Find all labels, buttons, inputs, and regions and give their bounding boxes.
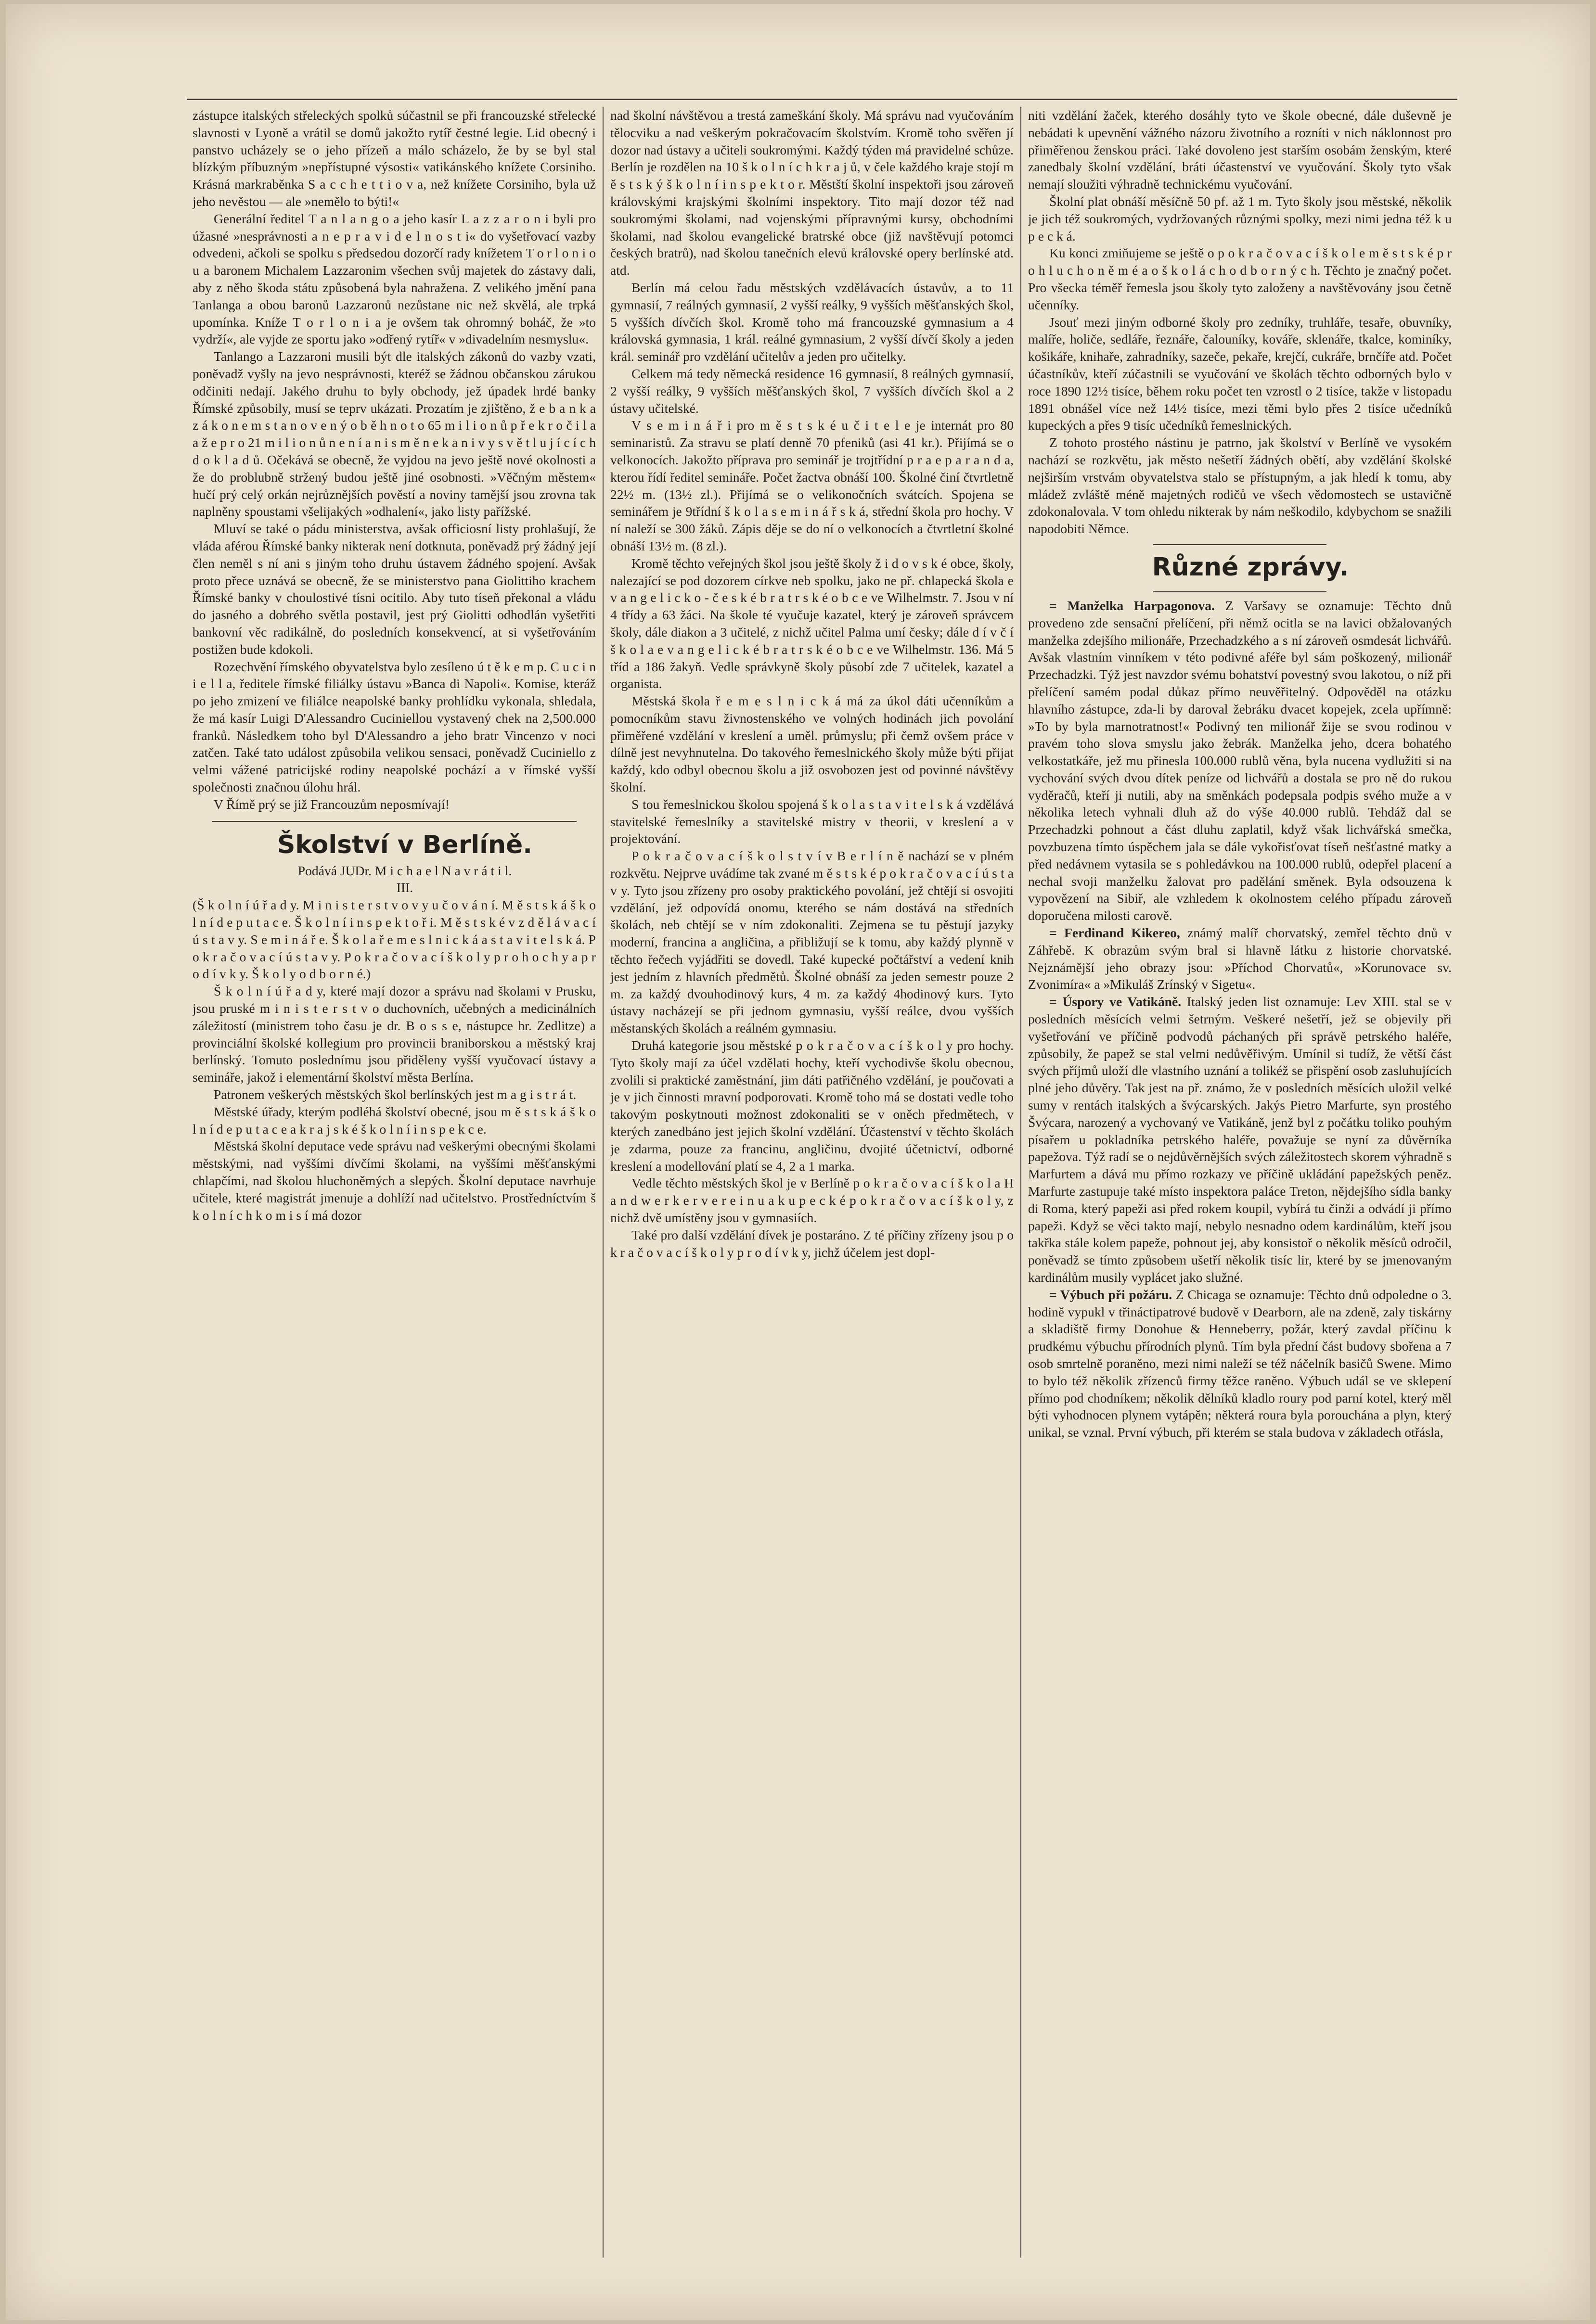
- paragraph: Druhá kategorie jsou městské p o k r a č o v a c í š k o l y pro hochy. Tyto školy mají za účel vzdělati hochy, kteří vychodivše školu obecnou, zvolili si praktické zaměstnání, jim dáti patřičného vzdělání, je poučovati a je v jich činnosti mravní podporovati. Kromě toho má se dostati vedle toho takovým poskytnouti možnost zdokonaliti se v oněch předmětech, v kterých zanedbáno jest jejich školní vzdělání. Účastenství v těchto školách je zdarma, pouze za francinu, angličinu, dvojité účetnictví, odborné kreslení a modellování platí se 4, 2 a 1 marka.: [610, 1038, 1014, 1174]
- paragraph: Mluví se také o pádu ministerstva, avšak officiosní listy prohlašují, že vláda aférou Římské banky nikterak není dotknuta, poněvadž prý žádný její člen neměl s ní ani s jiným toho druhu ústavem žádného spojení. Avšak proto přece uznává se obecně, že se ministerstvo pana Giolittiho krachem Římské banky v choulostivé tísni ocitilo. Aby tuto tíseň překonal a vládu do jasného a dobrého světla postavil, jest prý Giolitti odhodlán vyšetřiti bankovní věc radikálně, do posledních konsekvencí, at si vyšetřováním postižen bude kdokoli.: [193, 521, 596, 657]
- paragraph: nad školní návštěvou a trestá zameškání školy. Má správu nad vyučováním tělocviku a nad veškerým pokračovacím školstvím. Kromě toho svěřen jí dozor nad ústavy a učiteli soukromými. Každý týden má pravidelné schůze. Berlín je rozdělen na 10 š k o l n í c h k r a j ů, v čele každého kraje stojí m ě s t s k ý š k o l n í i n s p e k t o r. Městští školní inspektoři jsou zároveň královskými krajskými školními inspektory. Tito mají dozor též nad soukromými školami, nad vojenskými přípravnými kursy, obchodními školami, nad školou evangelické bratrské obce (již navštěvují potomci českých bratrů), nad školou tanečních elevů královské opery berlínské atd. atd.: [610, 108, 1014, 278]
- section-divider: [1153, 544, 1326, 545]
- news-item: [1028, 1286, 1452, 1441]
- top-rule: [187, 99, 1457, 100]
- paragraph: zástupce italských střeleckých spolků súčastnil se při francouzské střelecké slavnosti v Lyoně a vrátil se domů jakožto rytíř čestné legie. Lid obecný i panstvo ucházely se o jeho přízeň a málo scházelo, že by se byl stal blízkým příbuzným »nepřístupné výsosti« vatikánského knížete Corsiniho. Krásná markraběnka S a c c h e t t i o v a, než knížete Corsiniho, byla už jeho nevěstou — ale »nemělo to býti!«: [193, 108, 596, 209]
- paragraph: V s e m i n á ř i pro m ě s t s k é u č i t e l e je internát pro 80 seminaristů. Za stravu se platí denně 70 pfeniků (asi 41 kr.). Přijímá se o velkonocích. Jakožto příprava pro seminář je trojtřídní p r a e p a r a n d a, kterou řídí ředitel semináře. Počet žactva obnáší 100. Školné činí čtvrtletně 22½ m. (13½ zl.). Přijímá se o velikonočních svátcích. Spojena se seminářem je 9třídní š k o l a s e m i n á ř s k á, střední škola pro hochy. V ní naleží se 300 žáků. Zápis děje se do ní o velkonocích a čtvrtletní školné obnáší 13½ m. (8 zl.).: [610, 418, 1014, 553]
- column-divider: [603, 107, 604, 2258]
- paragraph: Berlín má celou řadu městských vzdělávacích ústavův, a to 11 gymnasií, 7 reálných gymnasií, 2 vyšší reálky, 9 vyšších měšťanských škol, 5 vyšších dívčích škol. Kromě toho má francouzské gymnasium a 4 královská gymnasia, 1 král. reálné gymnasium, 2 vyšší dívčí školy a jeden král. seminář pro vzdělání učitelův a jeden pro učitelky.: [610, 280, 1014, 364]
- column-2: [610, 107, 1014, 2258]
- news-item-body: Italský jeden list oznamuje: Lev XIII. stal se v posledních měsících velmi šetrným. Veškeré nešetří, jež se objevily při vyšetřování ve příčině podvodů páchaných při správě petrského haléře, způsobily, že papež se stal velmi nedůvěřivým. Umínil si tudíž, že větší část svých příjmů uloží dle vlastního uznání a tolikéž se přispění osob zasluhujících plné jeho důvěry. Tak jest na př. známo, že v posledních měsících uložil velké sumy v rentách italských a švýcarských. Jakýs Pietro Marfurte, syn prostého Švýcara, narozený a vychovaný ve Vatikáně, jenž byl z počátku toliko pouhým písařem u pokladníka petrského haléře, považuje se nyní za důvěrníka papežova. Týž radí se o nejdůvěrnějších svých záležitostech skorem výhradně s Marfurtem a dává mu přímo rozkazy ve příčině ukládání papežských peněz. Marfurte zastupuje také místo inspektora paláce Treton, nějdejšího sídla banky di Roma, který papeži asi před rokem koupil, vybírá tu činži a odvádí ji přímo papeži. Když se věci takto mají, nebylo nesnadno odem kardinálům, kteří jsou takřka stále kolem papeže, pohnout jej, aby konsistoř o několik měsíců odročil, poněvadž se tímto způsobem ušetří několik tisíc lir, které by se jmenovaným kardinálům musily vyplácet jako služné.: [1028, 994, 1452, 1285]
- column-3: [1028, 107, 1452, 2258]
- paragraph: Městská škola ř e m e s l n i c k á má za úkol dáti učenníkům a pomocníkům stavu živnostenského ve volných hodinách jich povolání přiměřené vzdělání v kreslení a uměl. průmyslu; při čemž ovšem práce v dílně jest nevyhnutelna. Do takového řemeslnického školy může býti přijat každý, kdo odbyl obecnou školu a již osvobozen jest od povinné návštěvy školní.: [610, 693, 1014, 795]
- news-item-title: = Manželka Harpagonova.: [1049, 598, 1215, 613]
- news-item-body: známý malíř chorvatský, zemřel těchto dnů v Záhřebě. K obrazům svým bral si hlavně látku z historie chorvatské. Nejznámější jeho obrazy jsou: »Příchod Chorvatů«, »Korunovace sv. Zvonimíra« a »Mikuláš Zrínský v Sigetu«.: [1028, 925, 1452, 992]
- paragraph: Celkem má tedy německá residence 16 gymnasií, 8 reálných gymnasií, 2 vyšší reálky, 9 vyšších měšťanských škol, 7 vyšších dívčích škol a 2 ústavy učitelské.: [610, 366, 1014, 416]
- paragraph: Rozechvění římského obyvatelstva bylo zesíleno ú t ě k e m p. C u c i n i e l l a, ředitele římské filiálky ústavu »Banca di Napoli«. Komise, kteráž po jeho zmizení ve filiálce neapolské banky prohlídku vykonala, shledala, že má kasír Luigi D'Alessandro Cuciniellou vystavený chek na 2,500.000 franků. Následkem toho byl D'Alessandro a jeho bratr Vincenzo v noci zatčen. Také tato událost způsobila velikou sensaci, poněvadž Cuciniello z velmi vážené patricijské rodiny neapolské pochází a v římské vyšší společnosti značnou úlohu hrál.: [193, 659, 596, 795]
- byline: Podává JUDr. M i c h a e l N a v r á t i l.: [297, 863, 512, 878]
- paragraph: P o k r a č o v a c í š k o l s t v í v B e r l í n ě nachází se v plném rozkvětu. Nejprve uvádíme tak zvané m ě s t s k é p o k r a č o v a c í ú s t a v y. Tyto jsou zřízeny pro osoby praktického povolání, jež chtějí si osvojiti vzdělání, jež odpovídá onomu, kterého se nám dostává na středních školách, neb chtějí se v ním zdokonaliti. Zejmena se tu pěstují jazyky moderní, francina a angličina, a přibližují se k tomu, aby každý plynně v těchto řečech vyjádřiti se dovedl. Také kupecké počtářství a vedení knih jest jedním z hlavních předmětů. Školné obnáší za jeden semestr pouze 2 m. za každý dvouhodinový kurs, 4 m. za každý 4hodinový kurs. Tyto ústavy nacházejí se při jednom gymnasiu, vyšší reálce, dvou vyšších městanských školách a reálném gymnasiu.: [610, 848, 1014, 1036]
- paragraph: Vedle těchto městských škol je v Berlíně p o k r a č o v a c í š k o l a H a n d w e r k e r v e r e i n u a k u p e c k é p o k r a č o v a c í š k o l y, z nichž dvě umístěny jsou v gymnasiích.: [610, 1175, 1014, 1225]
- paragraph: Tanlango a Lazzaroni musili být dle italských zákonů do vazby vzati, poněvadž vyšly na jevo nesprávnosti, kteréž se žádnou občanskou zárukou odčiniti nedají. Jakého druhu to byly obchody, jež úpadek hrdé banky Římské způsobily, musí se teprv ukázati. Prozatím je zjištěno, ž e b a n k a z á k o n e m s t a n o v e n ý o b ě h n o t o 65 m i l i o n ů p ř e k r o č i l a a ž e p r o 21 m i l i o n ů n e n í a n i s m ě n e k a n i v y s v ě t l u j í c í c h d o k l a d ů. Očekává se obecně, že vyjdou na jevo ještě nové okolnosti a že do problubně stržený budou ještě jiné osobnosti. »Věčným městem« hučí prý celý orkán nejrůznějších pověstí a noviny tamější jsou zrovna tak naplněny spoustami všelijakých »odhalení«, jako listy pařížské.: [193, 349, 596, 519]
- section-heading: Různé zprávy.: [1152, 552, 1349, 582]
- section-divider: [1153, 591, 1326, 592]
- news-item: [1028, 597, 1452, 924]
- part-number: III.: [396, 880, 413, 895]
- paragraph: niti vzdělání žaček, kterého dosáhly tyto ve škole obecné, dále duševně je nebádati k upevnění vážného názoru životního a rozníti v nich náklonnost pro přiměřenou ženskou práci. Také dovoleno jest starším osobám ženským, které zanedbaly školní vzdělání, bráti účastenství ve vyučování. Školy tyto však nemají sloužiti výhradně technickému vyučování.: [1028, 108, 1452, 192]
- paragraph: Kromě těchto veřejných škol jsou ještě školy ž i d o v s k é obce, školy, nalezající se pod dozorem církve neb spolku, jako ne př. chlapecká škola e v a n g e l i c k o - č e s k é b r a t r s k é o b c e ve Wilhelmstr. 7. Jsou v ní 4 třídy a 63 žáci. Na škole té vyučuje kazatel, který je zároveň správcem školy, dále diakon a 3 učitelé, z nichž učitel Palma umí česky; dále d í v č í š k o l a e v a n g e l i c k é b r a t r s k é o b c e ve Wilhelmstr. 136. Má 5 tříd a 186 žakyň. Vedle správkyně školy působí zde 7 učitelek, kazatel a organista.: [610, 555, 1014, 691]
- paragraph: Městské úřady, kterým podléhá školství obecné, jsou m ě s t s k á š k o l n í d e p u t a c e a k r a j s k é š k o l n í i n s p e k c e.: [193, 1104, 596, 1136]
- news-item-title: = Výbuch při požáru.: [1049, 1287, 1172, 1302]
- paragraph: Také pro další vzdělání dívek je postaráno. Z té příčiny zřízeny jsou p o k r a č o v a c í š k o l y p r o d í v k y, jichž účelem jest dopl-: [610, 1227, 1014, 1260]
- column-1: [193, 107, 596, 2258]
- paragraph: Školní plat obnáší měsíčně 50 pf. až 1 m. Tyto školy jsou městské, několik je jich též soukromých, vydržovaných různými spolky, mezi nimi jedna též k u p e c k á.: [1028, 193, 1452, 243]
- paragraph: Patronem veškerých městských škol berlínských jest m a g i s t r á t.: [214, 1087, 577, 1102]
- news-item-body: Z Chicaga se oznamuje: Těchto dnů odpoledne o 3. hodině vypukl v třináctipatrové budově v Dearborn, ale na zdeně, zaly tiskárny a skladiště firmy Donohue & Henneberry, požár, který zavdal příčinu k prudkému výbuchu přírodních plynů. Tím byla přední část budovy sbořena a 7 osob smrtelně poraněno, mezi nimi naleží se též náčelník basičů Swene. Mimo to bylo též několik zřízenců firmy těžce raněno. Výbuch udál se ve sklepení přímo pod chodníkem; několik dělníků kladlo roury pod parní kotel, který měl býti vyhodnocen plynem vytápěn; některá roura byla porouchána a plyn, který unikal, se vznal. První výbuch, při kterém se stala budova v základech otřásla,: [1028, 1287, 1452, 1440]
- paragraph: Z tohoto prostého nástinu je patrno, jak školství v Berlíně ve vysokém nachází se rozkvětu, jak město nešetří žádných obětí, aby vzdělání školské nejširším vrstvám obyvatelstva stalo se přístupným, a jak hledí k tomu, aby mládež zvláště méně majetných rodičů ve všech vědomostech se ustavičně zdokonalovala. V tom ohledu nikterak by nám neškodilo, kdybychom se snažili napodobiti Němce.: [1028, 435, 1452, 536]
- paragraph: Š k o l n í ú ř a d y, které mají dozor a správu nad školami v Prusku, jsou pruské m i n i s t e r s t v o duchovních, učebných a medicinálních záležitostí (ministrem toho času je dr. B o s s e, nástupce hr. Zedlitze) a provinciální školské kollegium pro provincii braniborskou a městský kraj berlínský. Tomuto poslednímu jsou přiděleny vyšší vyučovací ústavy a semináře, jakož i elementární školství města Berlína.: [193, 983, 596, 1085]
- section-heading: Školství v Berlíně.: [277, 830, 533, 859]
- paragraph: Generální ředitel T a n l a n g o a jeho kasír L a z z a r o n i byli pro úžasné »nesprávnosti a n e p r a v i d e l n o s t i« do vyšetřovací vazby odvedeni, ačkoli se spolku s předsedou dozorčí rady knížetem T o r l o n i o u a baronem Michalem Lazzaronim všechen svůj majetek do zástavy dali, aby z něho škoda státu způsobená byla nahražena. Z velikého jmění pana Tanlanga a obou baronů Lazzaronů nezůstane nic než skvělá, ale trpká upomínka. Kníže T o r l o n i a je ovšem tak ohromný boháč, že »to vydrží«, ale vyjde ze sportu jako »odřený rytíř« v »divadelním nesmyslu«.: [193, 211, 596, 347]
- paragraph: Jsouť mezi jiným odborné školy pro zedníky, truhláře, tesaře, obuvníky, malíře, holiče, sedláře, řeznáře, čalouníky, kováře, sklenáře, tkalce, kominíky, košikáře, knihaře, zahradníky, sazeče, pekaře, krejčí, cukráře, brnčíře atd. Počet účastníkův, kteří zúčastnili se vyučování ve školách těchto odborných bylo v roce 1890 12½ tisíce, během roku počet ten vzrostl o 2 tisíce, takže v listopadu 1891 obnášel více než 14½ tisíce, mezi těmi bylo přes 2 tisíce učedníků kupeckých a přes 9 tisíc učedníků řemeslnických.: [1028, 314, 1452, 433]
- paragraph: S tou řemeslnickou školou spojená š k o l a s t a v i t e l s k á vzdělává stavitelské řemeslníky a stavitelské mistry v theorii, v kreslení a v projektování.: [610, 796, 1014, 846]
- news-item: [1028, 924, 1452, 993]
- news-item-title: = Ferdinand Kikereo,: [1049, 925, 1180, 941]
- paragraph: Městská školní deputace vede správu nad veškerými obecnými školami městskými, nad vyššími dívčími školami, na vyššími měšťanskými chlapčími, nad školou hluchoněmých a slepých. Školní deputace navrhuje učitele, které magistrát jmenuje a dohlíží nad učitelstvo. Prostředníctvím š k o l n í c h k o m i s í má dozor: [193, 1138, 596, 1223]
- paragraph: Ku konci zmiňujeme se ještě o p o k r a č o v a c í š k o l e m ě s t s k é p r o h l u c h o n ě m é a o š k o l á c h o d b o r n ý c h. Těchto je značný počet. Pro všecka téměř řemesla jsou školy tyto založeny a navštěvovány jsou četně učenníky.: [1028, 245, 1452, 312]
- section-summary: (Š k o l n í ú ř a d y. M i n i s t e r s t v o v y u č o v á n í. M ě s t s k á š k o l n í d e p u t a c e. Š k o l n í i n s p e k t o ř i. M ě s t s k é v z d ě l á v a c í ú s t a v y. S e m i n á ř e. Š k o l a ř e m e s l n i c k á a s t a v i t e l s k á. P o k r a č o v a c í ú s t a v y. P o k r a č o v a c í š k o l y p r o h o c h y a p r o d í v k y. Š k o l y o d b o r n é.): [193, 897, 596, 982]
- section-divider: [212, 821, 577, 822]
- news-item-title: = Úspory ve Vatikáně.: [1049, 994, 1182, 1009]
- column-divider: [1020, 107, 1021, 2258]
- news-item-body: Z Varšavy se oznamuje: Těchto dnů provedeno zde sensační přelíčení, při němž ocitla se na lavici obžalovaných manželka zdejšího milionáře, Przechadzkého a s ní zároveň osmdesát lichvářů. Avšak vlastním vinníkem v této podivné aféře byl sám poškozený, milionář Przechadzki. Týž jest navzdor svému bohatství povestný svou lakotou, o níž při přelíčení samém podal důkaz přímo neuvěřitelný. Odpověděl na otázku hlavního zástupce, zda-li by daroval žebráku dvacet kopejek, zcela upřímně: »To by byla marnotratnost!« Podivný ten milionář žije se svou rodinou v pravém toho slova smyslu jako žebrák. Manželka jeho, dcera bohatého velkostatkáře, jež mu přinesla 100.000 rublů věna, byla nucena vydlužiti si na vychování svých dvou dítek peníze od lichvářů a dostala se pro ně do rukou vyděračů, kteří ji nutili, aby na směnkách podepsala podpis svého muže a v několika letech vyhnali dluh až do výše 40.000 rublů. Tehdáž dal se Przechadzki pohnout a část dluhu zaplatil, když však lichvářská smečka, povzbuzena tímto úspěchem jala se dále vykořisťovat tíseň nešťastné matky a před nedávnem vytasila se s pohledávkou na 100.000 rublů, odepřel placení a nechal svoji manželku žalovat pro padělání směnek. Byla odsouzena k vypovězení na Sibiř, ale vzhledem k okolnostem celého případu zároveň doporučena milosti carově.: [1028, 598, 1452, 923]
- news-item: [1028, 993, 1452, 1286]
- paragraph: V Římě prý se již Francouzům neposmívají!: [214, 796, 450, 812]
